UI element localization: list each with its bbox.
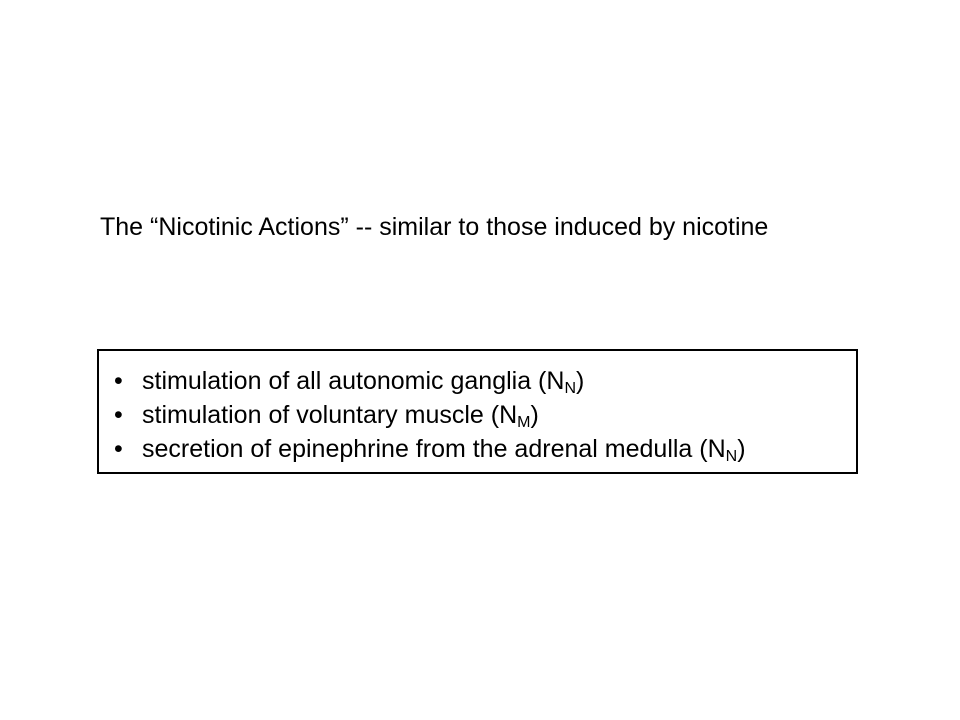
slide-title: The “Nicotinic Actions” -- similar to those induced by nicotine [100,213,769,241]
bullet-subscript: N [725,448,738,465]
bullet-icon: • [114,367,123,395]
bullet-text: stimulation of voluntary muscle $(N_M)$ [142,401,539,431]
bullet-box [97,349,858,474]
bullet-icon: • [114,401,123,429]
bullet-item-muscle [99,398,856,432]
bullet-item-epinephrine [99,432,856,466]
bullet-item-ganglia [99,364,856,398]
bullet-list [99,351,856,466]
bullet-icon: • [114,435,123,463]
bullet-text: secretion of epinephrine from the adrenal medulla $(N_N)$ [142,435,746,465]
bullet-subscript: N [564,380,576,397]
bullet-subscript: M [517,414,531,431]
bullet-text: stimulation of all autonomic ganglia $(N_N)$ [142,367,585,397]
